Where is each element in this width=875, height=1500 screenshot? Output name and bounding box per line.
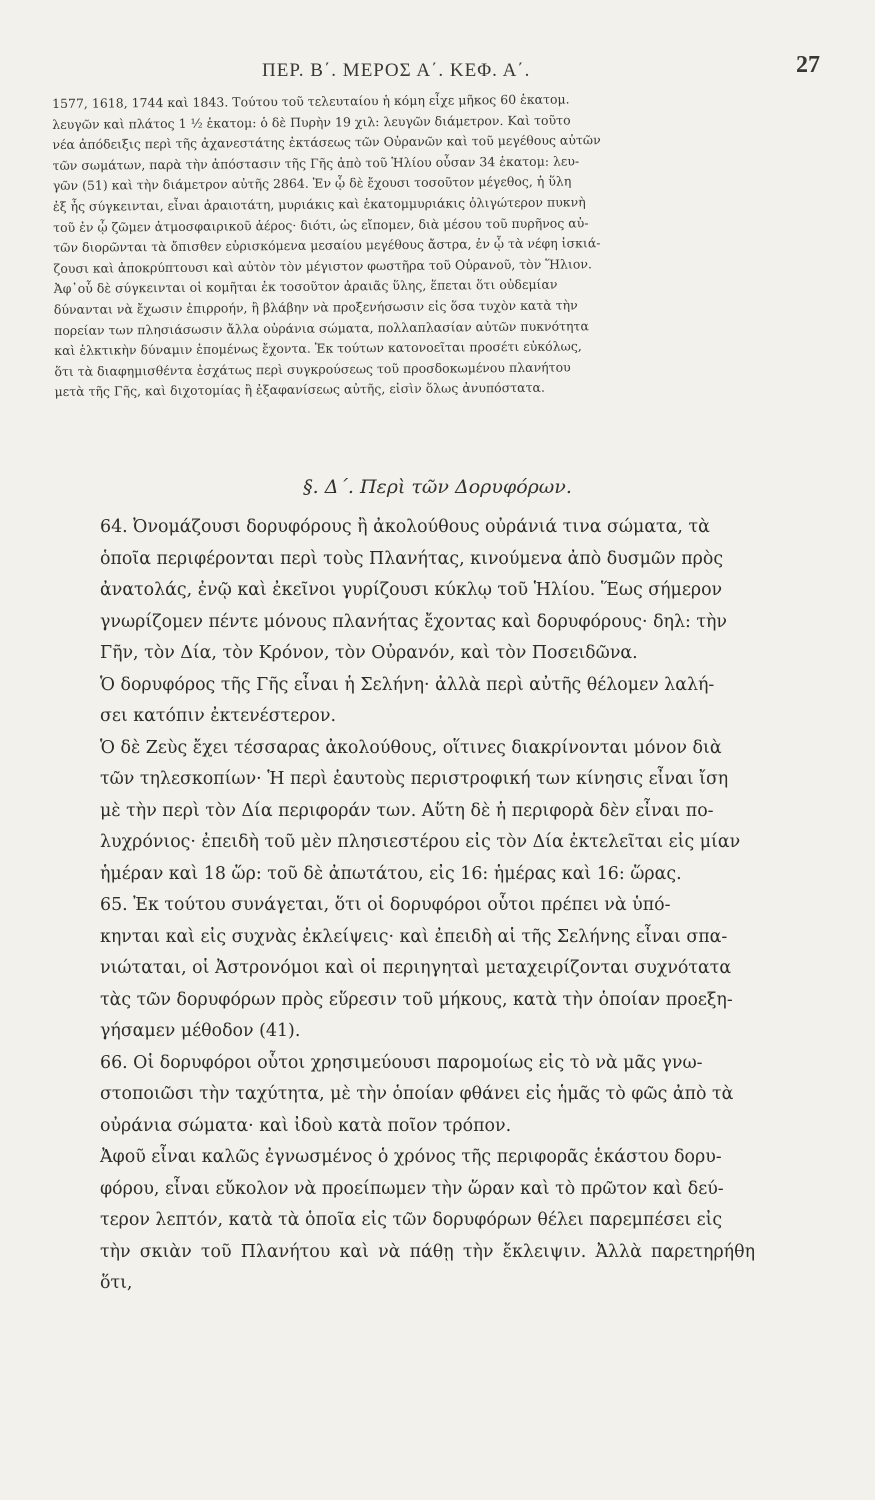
text-line: ὅτι τὰ διαφημισθέντα ἐσχάτως περὶ συγκρούσεως τοῦ προσδοκωμένου πλανήτου (54, 359, 571, 379)
text-line: τῶν τηλεσκοπίων· Ἡ περὶ ἑαυτοὺς περιστροφική των κίνησις εἶναι ἴση (100, 769, 729, 789)
page-header (0, 52, 875, 92)
text-line: 64. Ὀνομάζουσι δορυφόρους ἢ ἀκολούθους οὐράνιά τινα σώματα, τὰ (100, 517, 710, 537)
text-line: 65. Ἐκ τούτου συνάγεται, ὅτι οἱ δορυφόροι οὗτοι πρέπει νὰ ὑπό- (100, 895, 671, 915)
section-heading: §. Δ΄. Περὶ τῶν Δορυφόρων. (303, 476, 572, 498)
text-line: φόρου, εἶναι εὔκολον νὰ προείπωμεν τὴν ὥραν καὶ τὸ πρῶτον καὶ δεύ- (100, 1178, 724, 1199)
text-line: νέα ἀπόδειξις περὶ τῆς ἀχανεστάτης ἐκτάσεως τῶν Οὐρανῶν καὶ τοῦ μεγέθους αὐτῶν (52, 132, 601, 153)
text-line: οὐράνια σώματα· καὶ ἰδοὺ κατὰ ποῖον τρόπον. (100, 1115, 512, 1136)
text-line: σει κατόπιν ἐκτενέστερον. (100, 706, 336, 726)
text-line: ἀνατολάς, ἐνῷ καὶ ἐκεῖνοι γυρίζουσι κύκλῳ τοῦ Ἡλίου. Ἕως σήμερον (100, 580, 723, 600)
main-body (100, 512, 755, 1300)
text-line: δύνανται νὰ ἔχωσιν ἐπιρροήν, ἢ βλάβην νὰ προξενήσωσιν εἰς ὅσα τυχὸν κατὰ τὴν (53, 297, 578, 317)
text-line: Γῆν, τὸν Δία, τὸν Κρόνον, τὸν Οὐρανόν, καὶ τὸν Ποσειδῶνα. (100, 643, 638, 663)
text-line: μετὰ τῆς Γῆς, καὶ διχοτομίας ἢ ἐξαφανίσεως αὐτῆς, εἰσὶν ὅλως ἀνυπόστατα. (54, 380, 545, 400)
text-line: τὰς τῶν δορυφόρων πρὸς εὕρεσιν τοῦ μήκους, κατὰ τὴν ὁποίαν προεξη- (100, 989, 733, 1010)
text-line: λυχρόνιος· ἐπειδὴ τοῦ μὲν πλησιεστέρου εἰς τὸν Δία ἐκτελεῖται εἰς μίαν (100, 832, 741, 852)
text-line: ὁποῖα περιφέρονται περὶ τοὺς Πλανήτας, κινούμενα ἀπὸ δυσμῶν πρὸς (100, 548, 724, 569)
text-line: κηνται καὶ εἰς συχνὰς ἐκλείψεις· καὶ ἐπειδὴ αἱ τῆς Σελήνης εἶναι σπα- (100, 926, 728, 947)
text-line: ζουσι καὶ ἀποκρύπτουσι καὶ αὐτὸν τὸν μέγιστον φωστῆρα τοῦ Οὐρανοῦ, τὸν Ἥλιον. (53, 256, 593, 276)
page-number: 27 (796, 52, 820, 78)
text-line: μὲ τὴν περὶ τὸν Δία περιφοράν των. Αὕτη δὲ ἡ περιφορὰ δὲν εἶναι πο- (100, 800, 714, 821)
text-line: τοῦ ἐν ᾧ ζῶμεν ἀτμοσφαιρικοῦ ἀέρος· διότι, ὡς εἴπομεν, διὰ μέσου τοῦ πυρῆνος αὐ- (53, 214, 589, 235)
text-line: στοποιῶσι τὴν ταχύτητα, μὲ τὴν ὁποίαν φθάνει εἰς ἡμᾶς τὸ φῶς ἀπὸ τὰ (100, 1084, 734, 1104)
text-line: τὴν σκιὰν τοῦ Πλανήτου καὶ νὰ πάθῃ τὴν ἔκλειψιν. Ἀλλὰ παρετηρήθη ὅτι, (100, 1241, 755, 1293)
text-line: γήσαμεν μέθοδον (41). (100, 1021, 301, 1041)
text-line: Ὁ δορυφόρος τῆς Γῆς εἶναι ἡ Σελήνη· ἀλλὰ περὶ αὐτῆς θέλομεν λαλή- (100, 674, 715, 695)
text-line: τῶν διορῶνται τὰ ὄπισθεν εὑρισκόμενα μεσαίου μεγέθους ἄστρα, ἐν ᾧ τὰ νέφη ἰσκιά- (53, 235, 601, 256)
text-line: ἡμέραν καὶ 18 ὥρ: τοῦ δὲ ἀπωτάτου, εἰς 16: ἡμέρας καὶ 16: ὥρας. (100, 863, 682, 884)
text-line: 66. Οἱ δορυφόροι οὗτοι χρησιμεύουσι παρομοίως εἰς τὸ νὰ μᾶς γνω- (100, 1052, 703, 1073)
text-line: Ἀφοῦ εἶναι καλῶς ἐγνωσμένος ὁ χρόνος τῆς περιφορᾶς ἑκάστου δορυ- (100, 1147, 722, 1167)
text-line: τῶν σωμάτων, παρὰ τὴν ἀπόστασιν τῆς Γῆς ἀπὸ τοῦ Ἡλίου οὖσαν 34 ἑκατομ: λευ- (52, 153, 580, 173)
text-line: γῶν (51) καὶ τὴν διάμετρον αὐτῆς 2864. Ἐν ᾧ δὲ ἔχουσι τοσοῦτον μέγεθος, ἡ ὕλη (52, 173, 572, 194)
text-line: καὶ ἑλκτικὴν δύναμιν ἑπομένως ἔχοντα. Ἐκ τούτων κατονοεῖται προσέτι εὐκόλως, (54, 338, 582, 359)
text-line: 1577, 1618, 1744 καὶ 1843. Τούτου τοῦ τελευταίου ἡ κόμη εἶχε μῆκος 60 ἑκατομ. (52, 91, 570, 111)
text-line: Ὁ δὲ Ζεὺς ἔχει τέσσαρας ἀκολούθους, οἵτινες διακρίνονται μόνον διὰ (100, 737, 722, 758)
continued-paragraph (52, 88, 743, 403)
text-line: Ἀφ᾽οὗ δὲ σύγκεινται οἱ κομῆται ἐκ τοσοῦτον ἀραιᾶς ὕλης, ἕπεται ὅτι οὐδεμίαν (53, 276, 558, 297)
text-line: λευγῶν καὶ πλάτος 1 ½ ἑκατομ: ὁ δὲ Πυρὴν 19 χιλ: λευγῶν διάμετρον. Καὶ τοῦτο (52, 112, 571, 132)
text-line: νιώταται, οἱ Ἀστρονόμοι καὶ οἱ περιηγηταὶ μεταχειρίζονται συχνότατα (100, 958, 732, 978)
text-line: ἐξ ἧς σύγκεινται, εἶναι ἀραιοτάτη, μυριάκις καὶ ἑκατομμυριάκις ὀλιγώτερον πυκνὴ (52, 194, 586, 214)
running-head: ΠΕΡ. Β΄. ΜΕΡΟΣ Α΄. ΚΕΦ. Α΄. (262, 60, 531, 81)
text-line: πορείαν των πλησιάσωσιν ἄλλα οὐράνια σώματα, πολλαπλασίαν αὐτῶν πυκνότητα (53, 317, 589, 338)
text-line: τερον λεπτόν, κατὰ τὰ ὁποῖα εἰς τῶν δορυφόρων θέλει παρεμπέσει εἰς (100, 1210, 723, 1230)
text-line: γνωρίζομεν πέντε μόνους πλανήτας ἔχοντας καὶ δορυφόρους· δηλ: τὴν (100, 611, 727, 632)
